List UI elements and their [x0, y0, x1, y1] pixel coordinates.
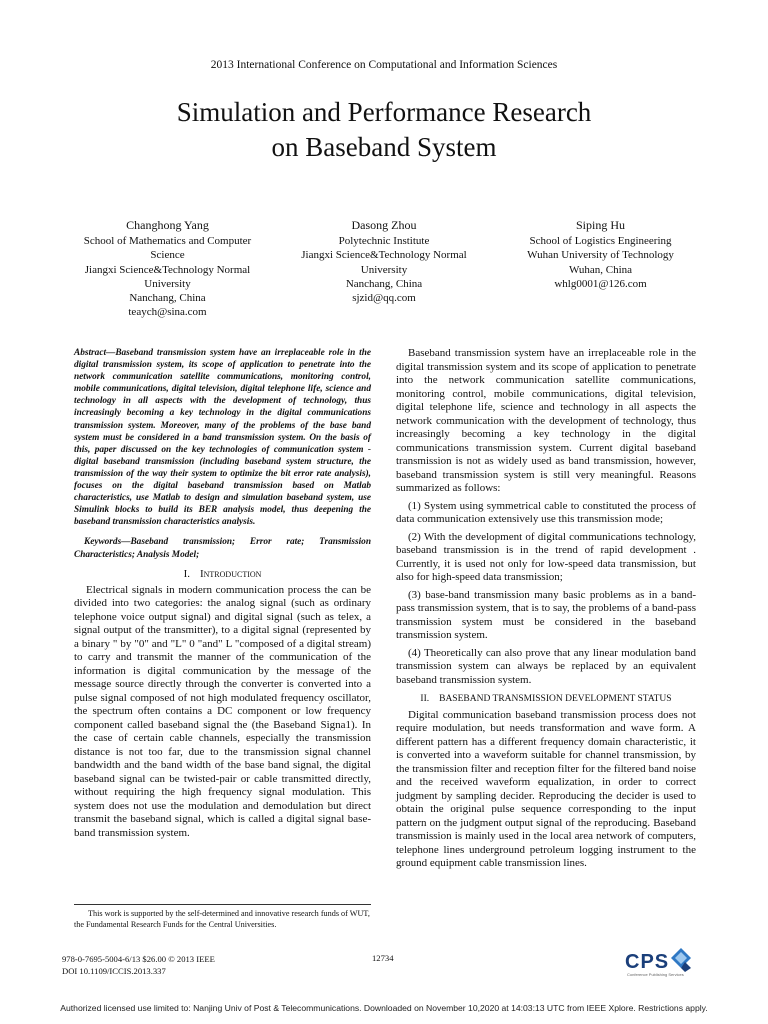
- author-name: Siping Hu: [575, 218, 625, 232]
- page-number: 12734: [372, 953, 394, 963]
- affiliation-line: University: [360, 263, 408, 276]
- section-number: I.: [183, 568, 190, 581]
- author-email: whlg0001@126.com: [554, 277, 647, 290]
- list-item-1: (1) System using symmetrical cable to constituted the process of data communication extensively use this transmission mode;: [396, 499, 696, 525]
- author-email: sjzid@qq.com: [352, 292, 416, 305]
- right-column: [396, 347, 696, 875]
- footnote-divider: [74, 904, 371, 905]
- affiliation-line: Jiangxi Science&Technology Normal: [84, 263, 251, 276]
- author-name: Dasong Zhou: [351, 218, 417, 232]
- paper-title: [0, 95, 768, 165]
- section2-paragraph: Digital communication baseband transmission process does not require modulation, but needs transformation and wave form. A different pattern has a different frequency domain characteristic, it is converted into a waveform suitable for channel transmission, by the transmission filter and reception filter for the filtered band noise and the received waveform equalization, in order to correct judgment by sampling decider. Reproducing the decider is used to obtain the original pulse sequence corresponding to the input pattern on the judgment output signal of the reproducing. Baseband transmission is mainly used in the local area network of computers, telephone lines underground petroleum logging instrument to the ground equipment cable transmission lines.: [396, 708, 696, 869]
- affiliation-line: School of Mathematics and Computer: [83, 235, 252, 248]
- cps-logo-text: CPS: [625, 951, 670, 973]
- section-title: BASEBAND TRANSMISSION DEVELOPMENT STATUS: [439, 694, 672, 704]
- affiliation-line: Science: [150, 249, 185, 262]
- footer-publication-info: [62, 953, 215, 977]
- affiliation-line: Nanchang, China: [129, 292, 206, 305]
- affiliation-line: Wuhan, China: [568, 263, 633, 276]
- list-item-4: (4) Theoretically can also prove that any linear modulation band transmission system can always be replaced by an equivalent baseband transmission system.: [396, 646, 696, 686]
- section-number: II.: [420, 694, 430, 704]
- title-line-1: Simulation and Performance Research: [176, 97, 592, 127]
- section-heading-development-status: [396, 693, 696, 707]
- affiliation-line: School of Logistics Engineering: [529, 235, 672, 248]
- footnote: This work is supported by the self-determined and innovative research funds of WUT, the Fundamental Research Funds for the Central Universities.: [74, 909, 370, 929]
- keywords: Keywords—Baseband transmission; Error rate; Transmission Characteristics; Analysis Model;: [74, 537, 371, 561]
- cps-logo: [625, 946, 693, 980]
- affiliation-line: Jiangxi Science&Technology Normal: [301, 249, 467, 262]
- author-1: [60, 218, 275, 319]
- author-3: [493, 218, 708, 319]
- list-item-2: (2) With the development of digital communications technology, baseband transmission is in the trend of rapid development . Currently, it is used not only for low-speed data transmission, but also for high-speed data transmission;: [396, 530, 696, 583]
- title-line-2: on Baseband System: [271, 132, 497, 162]
- footer-doi: DOI 10.1109/ICCIS.2013.337: [62, 966, 166, 976]
- affiliation-line: Wuhan University of Technology: [527, 249, 674, 262]
- intro-paragraph: Electrical signals in modern communication process the can be divided into two categories: the analog signal (such as ordinary telephone voice output signal) and digital signal (such as telex, a signal output of the transmitter), to a digital signal (represented by a binary " by "0" and "L" 0 "and" L "composed of a digital stream) to carry and transmit the manner of the communication of the information is digital communication by the message of the message source directly through the converter is converted into a pulse signal composed of not high modulated frequency oscillator, the spectrum often contains a DC component or low frequency component called baseband signal the (the Baseband Signa1). In the case of certain cable channels, especially the transmission distance is not too far, due to the transmission signal channel bandwidth and the band width of the base band signal, the digital baseband signal can be twisted-pair or cable transmitted directly, without requiring the high frequency signal modulation. This system does not use the modulation and demodulation but direct transmit the baseband signal, which is called a digital signal base-band transmission system.: [74, 583, 371, 839]
- footer-isbn: 978-0-7695-5004-6/13 $26.00 © 2013 IEEE: [62, 954, 215, 964]
- affiliation-line: University: [144, 277, 191, 290]
- author-2: [277, 218, 492, 319]
- author-block: [60, 218, 708, 319]
- authorized-use-notice: Authorized licensed use limited to: Nanjing Univ of Post & Telecommunications. Downloaded on November 10,2020 at 14:03:13 UTC from IEEE Xplore. Restrictions apply.: [60, 1003, 708, 1013]
- cps-logo-subtitle: Conference Publishing Services: [627, 972, 684, 977]
- cps-diamond-icon: [671, 948, 691, 972]
- author-name: Changhong Yang: [126, 218, 209, 232]
- conference-name: 2013 International Conference on Computational and Information Sciences: [210, 59, 558, 71]
- list-item-3: (3) base-band transmission many basic problems as in a band-pass transmission system, that is to say, the problems of a band-pass transmission system must be considered in the baseband transmission system.: [396, 588, 696, 641]
- left-column: [74, 347, 371, 840]
- abstract: Abstract—Baseband transmission system have an irreplaceable role in the digital transmission system, its scope of application to penetrate into the network communication satellite communications, monitoring control, mobile communications, digital television, digital telephone life, science and technology in all aspects with the development of technology, thus increasingly becoming a key technology in the digital communications transmission system. Moreover, many of the problems of the base band system must be considered in a band transmission system. On the basis of this, paper discussed on the key technologies of communication system - digital baseband transmission (including baseband system structure, the transmission of the way their system to optimize the bit error rate analysis), focuses on the digital baseband transmission based on Matlab characteristics, use Matlab to design and simulation baseband system, use Simulink blocks to build its BER analysis model, thus deepening the baseband transmission characteristics analysis.: [74, 348, 371, 528]
- section-heading-introduction: [74, 568, 371, 582]
- body-paragraph: Baseband transmission system have an irreplaceable role in the digital transmission system and its scope of application to penetrate into the network communication satellite communications, monitoring control, mobile communications, digital television, digital telephone life, science and technology in all aspects the network communication with the development of technology, thus increasingly becoming a key technology in the digital communications transmission system. Current digital baseband transmission is not as widely used as band transmission, however, baseband transmission system is still very meaningful. Reasons summarized as follows:: [396, 347, 696, 494]
- section-title: Introduction: [199, 568, 262, 581]
- affiliation-line: Nanchang, China: [345, 277, 423, 290]
- author-email: teaych@sina.com: [128, 306, 207, 319]
- affiliation-line: Polytechnic Institute: [338, 235, 430, 248]
